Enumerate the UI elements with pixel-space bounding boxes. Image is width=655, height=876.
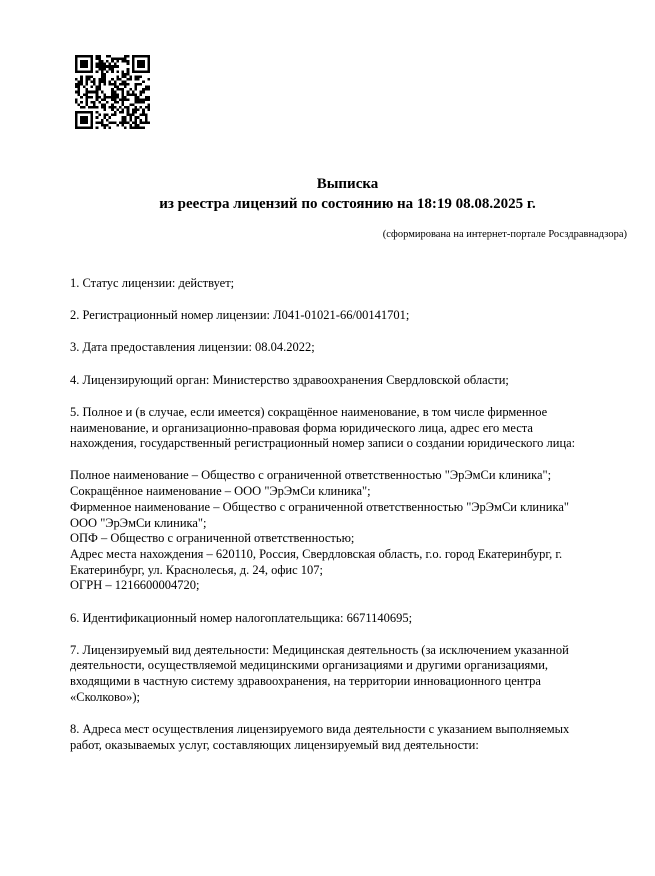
document-title (70, 174, 625, 214)
paragraph-line: Екатеринбург, ул. Краснолесья, д. 24, офис 107; (70, 562, 324, 577)
qr-code-icon (75, 55, 150, 129)
paragraph-line: Адрес места нахождения – 620110, Россия, Свердловская область, г.о. город Екатеринбург, г. (70, 546, 563, 561)
paragraph-line: 3. Дата предоставления лицензии: 08.04.2022; (70, 340, 315, 355)
paragraph-line: Сокращённое наименование – ООО "ЭрЭмСи клиника"; (70, 484, 371, 499)
paragraph-line: 8. Адреса мест осуществления лицензируемого вида деятельности с указанием выполняемых (70, 722, 570, 737)
paragraph (70, 468, 645, 594)
paragraph (70, 643, 645, 706)
paragraph-line: наименование, и организационно-правовая форма юридического лица, адрес его места (70, 420, 533, 435)
paragraph (70, 611, 645, 627)
title-line-1: Выписка (316, 176, 379, 192)
paragraph-line: ОПФ – Общество с ограниченной ответственностью; (70, 531, 355, 546)
paragraph-line: ОГРН – 1216600004720; (70, 578, 200, 593)
paragraph-line: Фирменное наименование – Общество с ограниченной ответственностью "ЭрЭмСи клиника" (70, 499, 570, 514)
paragraph (70, 373, 645, 389)
paragraph (70, 340, 645, 356)
paragraph-line: работ, оказываемых услуг, составляющих лицензируемый вид деятельности: (70, 737, 479, 752)
title-line-2: из реестра лицензий по состоянию на 18:19 08.08.2025 г. (159, 196, 536, 212)
paragraph-line: входящими в частную систему здравоохранения, на территории инновационного центра (70, 674, 541, 689)
paragraph-line: деятельности, осуществляемой медицинскими организациями и другими организациями, (70, 658, 549, 673)
paragraph-line: 4. Лицензирующий орган: Министерство здравоохранения Свердловской области; (70, 372, 509, 387)
paragraph (70, 722, 645, 753)
paragraph-line: нахождения, государственный регистрационный номер записи о создании юридического лица: (70, 436, 576, 451)
paragraph (70, 276, 645, 292)
paragraph-line: 5. Полное и (в случае, если имеется) сокращённое наименование, в том числе фирменное (70, 404, 548, 419)
paragraph-line: «Сколково»); (70, 689, 140, 704)
paragraph (70, 308, 645, 324)
document-body (70, 276, 645, 770)
paragraph-line: 7. Лицензируемый вид деятельности: Медицинская деятельность (за исключением указанной (70, 642, 569, 657)
paragraph-line: Полное наименование – Общество с ограниченной ответственностью "ЭрЭмСи клиника"; (70, 468, 552, 483)
paragraph-line: 1. Статус лицензии: действует; (70, 276, 235, 290)
paragraph-line: 2. Регистрационный номер лицензии: Л041-01021-66/00141701; (70, 308, 410, 323)
document-subtitle: (сформирована на интернет-портале Росздравнадзора) (382, 229, 627, 240)
paragraph-line: 6. Идентификационный номер налогоплательщика: 6671140695; (70, 610, 413, 625)
paragraph-line: ООО "ЭрЭмСи клиника"; (70, 515, 207, 530)
paragraph (70, 405, 645, 452)
